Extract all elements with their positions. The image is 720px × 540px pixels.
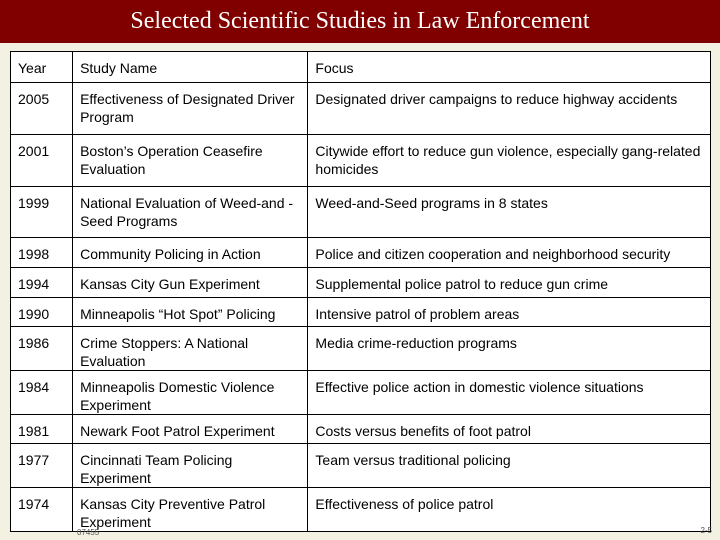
cell-year: 1986 [11, 327, 73, 371]
cell-study-name: National Evaluation of Weed-and -Seed Programs [73, 187, 308, 238]
footer-page-number: 2-5 [700, 526, 712, 535]
cell-focus: Supplemental police patrol to reduce gun crime [308, 268, 711, 298]
table-row [11, 187, 711, 238]
header-focus: Focus [308, 52, 711, 83]
cell-study-name: Minneapolis “Hot Spot” Policing [73, 298, 308, 327]
table-row [11, 298, 711, 327]
cell-study-name: Boston’s Operation Ceasefire Evaluation [73, 135, 308, 187]
cell-year: 1994 [11, 268, 73, 298]
cell-focus: Police and citizen cooperation and neighborhood security [308, 238, 711, 268]
header-study-name: Study Name [73, 52, 308, 83]
cell-year: 1999 [11, 187, 73, 238]
cell-year: 2005 [11, 83, 73, 135]
cell-study-name: Crime Stoppers: A National Evaluation [73, 327, 308, 371]
cell-focus: Intensive patrol of problem areas [308, 298, 711, 327]
table-row [11, 415, 711, 444]
cell-year: 2001 [11, 135, 73, 187]
cell-year: 1990 [11, 298, 73, 327]
table-row [11, 488, 711, 532]
cell-study-name: Newark Foot Patrol Experiment [73, 415, 308, 444]
cell-year: 1984 [11, 371, 73, 415]
page-title: Selected Scientific Studies in Law Enforcement [130, 7, 590, 34]
cell-focus: Team versus traditional policing [308, 444, 711, 488]
studies-table [10, 51, 711, 532]
table-row [11, 135, 711, 187]
table-row [11, 238, 711, 268]
table-row [11, 83, 711, 135]
cell-focus: Effective police action in domestic violence situations [308, 371, 711, 415]
table-row [11, 371, 711, 415]
header-year: Year [11, 52, 73, 83]
table-header-row [11, 52, 711, 83]
cell-focus: Costs versus benefits of foot patrol [308, 415, 711, 444]
cell-focus: Designated driver campaigns to reduce highway accidents [308, 83, 711, 135]
table-row [11, 268, 711, 298]
cell-study-name: Kansas City Gun Experiment [73, 268, 308, 298]
cell-focus: Citywide effort to reduce gun violence, especially gang-related homicides [308, 135, 711, 187]
cell-year: 1977 [11, 444, 73, 488]
cell-year: 1974 [11, 488, 73, 532]
cell-study-name: Community Policing in Action [73, 238, 308, 268]
title-bar [0, 0, 720, 43]
studies-table-container [10, 51, 711, 532]
cell-year: 1998 [11, 238, 73, 268]
cell-focus: Media crime-reduction programs [308, 327, 711, 371]
cell-study-name: Effectiveness of Designated Driver Program [73, 83, 308, 135]
cell-study-name: Kansas City Preventive Patrol Experiment [73, 488, 308, 532]
cell-study-name: Minneapolis Domestic Violence Experiment [73, 371, 308, 415]
table-row [11, 444, 711, 488]
cell-year: 1981 [11, 415, 73, 444]
footer-code: 07455 [77, 528, 100, 537]
cell-study-name: Cincinnati Team Policing Experiment [73, 444, 308, 488]
cell-focus: Weed-and-Seed programs in 8 states [308, 187, 711, 238]
table-row [11, 327, 711, 371]
cell-focus: Effectiveness of police patrol [308, 488, 711, 532]
